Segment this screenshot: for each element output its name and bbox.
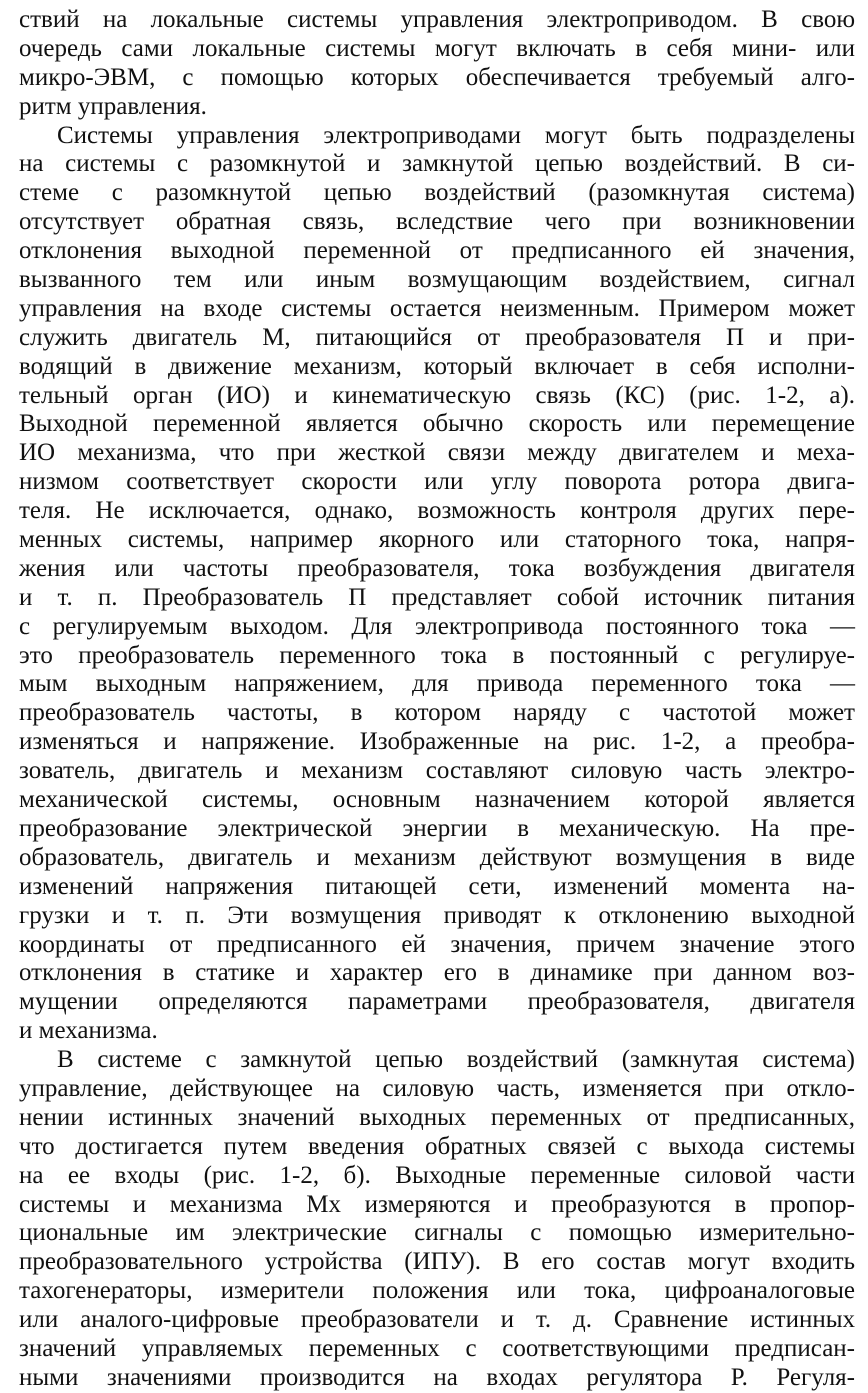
paragraph-2 [19,122,855,1047]
document-page [19,6,855,1391]
text-line: значений управляемых переменных с соответствующими предписан- [19,1334,855,1362]
text-line: и механизма. [19,1017,158,1045]
text-line: управления на входе системы остается неизменным. Примером может [19,294,855,322]
text-line: преобразование электрической энергии в механическую. На пре- [19,814,855,842]
text-line: тахогенераторы, измерители положения или тока, цифроаналоговые [19,1277,855,1305]
paragraph-3 [19,1046,855,1393]
text-line: Системы управления электроприводами могут быть подразделены [57,121,855,149]
text-line: нении истинных значений выходных переменных от предписанных, [19,1103,855,1131]
text-line: стеме с разомкнутой цепью воздействий (разомкнутая система) [19,179,855,207]
text-line: отсутствует обратная связь, вследствие чего при возникновении [19,208,855,236]
paragraph-1 [19,6,855,122]
text-line: В системе с замкнутой цепью воздействий (замкнутая система) [57,1046,855,1074]
text-line: на ее входы (рис. 1-2, б). Выходные переменные силовой части [19,1161,855,1189]
text-line: жения или частоты преобразователя, тока возбуждения двигателя [19,554,855,582]
text-line: мущении определяются параметрами преобразователя, двигателя [19,988,855,1016]
text-line: отклонения в статике и характер его в динамике при данном воз- [19,959,855,987]
text-line: это преобразователь переменного тока в постоянный с регулируе- [19,641,855,669]
text-line: грузки и т. п. Эти возмущения приводят к отклонению выходной [19,901,855,929]
text-line: зователь, двигатель и механизм составляют силовую часть электро- [19,757,855,785]
text-line: теля. Не исключается, однако, возможность контроля других пере- [19,497,855,525]
text-line: с регулируемым выходом. Для электропривода постоянного тока — [19,612,855,640]
text-line: водящий в движение механизм, который включает в себя исполни- [19,352,855,380]
text-line: отклонения выходной переменной от предписанного ей значения, [19,237,855,265]
text-line: преобразователь частоты, в котором наряду с частотой может [19,699,855,727]
text-line: менных системы, например якорного или статорного тока, напря- [19,526,855,554]
text-line: ными значениями производится на входах регулятора Р. Регуля- [19,1363,855,1391]
text-line: и т. п. Преобразователь П представляет собой источник питания [19,583,855,611]
text-line: вызванного тем или иным возмущающим воздействием, сигнал [19,266,855,294]
text-line: ИО механизма, что при жесткой связи между двигателем и меха- [19,439,855,467]
text-line: образователь, двигатель и механизм действуют возмущения в виде [19,843,855,871]
text-line: преобразовательного устройства (ИПУ). В его состав могут входить [19,1248,855,1276]
text-line: служить двигатель М, питающийся от преобразователя П и при- [19,323,855,351]
text-line: ствий на локальные системы управления электроприводом. В свою [19,6,855,33]
text-line: на системы с разомкнутой и замкнутой цепью воздействий. В си- [19,150,855,178]
text-line: координаты от предписанного ей значения, причем значение этого [19,930,855,958]
text-line: Выходной переменной является обычно скорость или перемещение [19,410,855,438]
text-line: механической системы, основным назначением которой является [19,786,855,814]
text-line: изменяться и напряжение. Изображенные на рис. 1-2, а преобра- [19,728,855,756]
text-line: тельный орган (ИО) и кинематическую связь (КС) (рис. 1-2, а). [19,381,855,409]
text-line: микро-ЭВМ, с помощью которых обеспечивается требуемый алго- [19,63,855,91]
text-line: низмом соответствует скорости или углу поворота ротора двига- [19,468,855,496]
text-line: мым выходным напряжением, для привода переменного тока — [19,670,855,698]
text-line: управление, действующее на силовую часть, изменяется при откло- [19,1074,855,1102]
text-line: системы и механизма Мх измеряются и преобразуются в пропор- [19,1190,855,1218]
text-line: что достигается путем введения обратных связей с выхода системы [19,1132,855,1160]
text-line: циональные им электрические сигналы с помощью измерительно- [19,1219,855,1247]
text-line: ритм управления. [19,92,207,120]
text-line: изменений напряжения питающей сети, изменений момента на- [19,872,855,900]
text-line: или аналого-цифровые преобразователи и т. д. Сравнение истинных [19,1306,855,1334]
text-line: очередь сами локальные системы могут включать в себя мини- или [19,34,855,62]
